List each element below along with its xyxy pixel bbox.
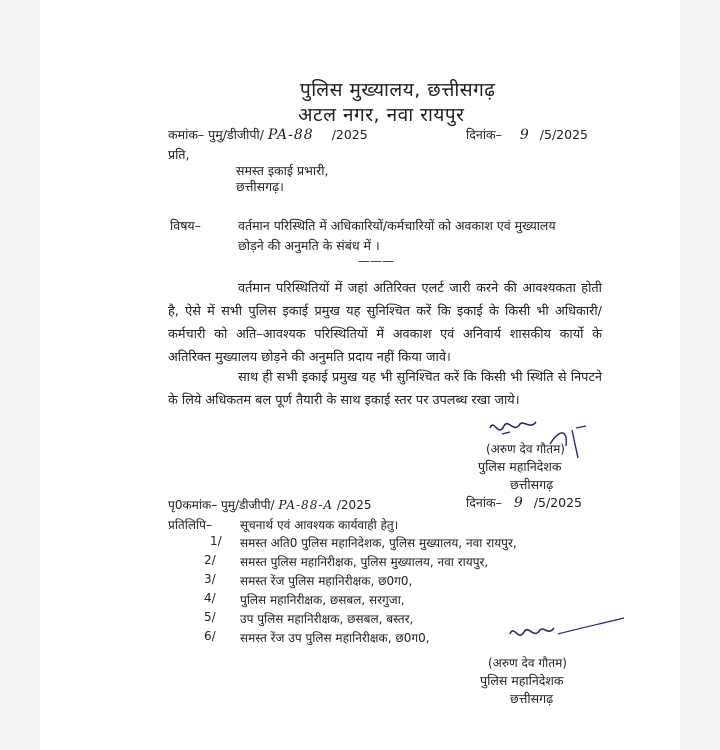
reference-2-date-label: दिनांक– bbox=[466, 495, 502, 510]
body-paragraph-1: वर्तमान परिस्थितियों में जहां अतिरिक्त एलर्ट जारी करने की आवश्यकता होती है, ऐसे में सभी पुलिस इकाई प्रमुख यह सुनिश्चित करें कि इकाई के किसी भी अधिकारी/कर्मचारी को अति–आवश्यक परिस्थितियों में अवकाश एवं अनिवार्य शासकीय कार्यो के अतिरिक्त मुख्यालय छोड़ने की अनुमति प्रदाय नहीं किया जावे। bbox=[168, 281, 602, 365]
reference-label: कमांक– पुमु/डीजीपी/ bbox=[168, 127, 264, 142]
reference-year: /2025 bbox=[331, 127, 368, 142]
reference-2-year: /2025 bbox=[336, 498, 372, 512]
copy-item-text: समस्त रेंज पुलिस महानिरीक्षक, छ0ग0, bbox=[240, 574, 413, 588]
signature-2-scribble bbox=[500, 612, 630, 652]
document-page bbox=[40, 0, 680, 750]
reference-date-label: दिनांक– bbox=[466, 127, 502, 142]
copy-item-text: उप पुलिस महानिरीक्षक, छसबल, बस्तर, bbox=[240, 612, 414, 626]
reference-date bbox=[466, 126, 588, 143]
header-line-2: अटल नगर, नवा रायपुर bbox=[298, 104, 465, 126]
reference-2-date bbox=[466, 494, 582, 511]
copy-item-number: 6/ bbox=[204, 629, 216, 643]
reference-number: PA-88 bbox=[267, 127, 314, 143]
signature-2-title: पुलिस महानिदेशक bbox=[480, 673, 564, 688]
body-paragraph-2: साथ ही सभी इकाई प्रमुख यह भी सुनिश्चित करें कि किसी भी स्थिति से निपटने के लिये अधिकतम बल पूर्ण तैयारी के साथ इकाई स्तर पर उपलब्ध रखा जाये। bbox=[168, 370, 602, 408]
signature-2-name: (अरुण देव गौतम) bbox=[488, 656, 567, 670]
signature-1-name: (अरुण देव गौतम) bbox=[486, 442, 565, 456]
reference-2-line bbox=[168, 496, 371, 513]
subject-line-2: छोड़ने की अनुमति के संबंध में । bbox=[238, 238, 380, 253]
copy-item-text: समस्त पुलिस महानिरीक्षक, पुलिस मुख्यालय, नवा रायपुर, bbox=[240, 555, 489, 569]
copy-item-number: 2/ bbox=[204, 553, 216, 567]
reference-2-number: PA-88-A bbox=[278, 498, 334, 512]
prati-label: प्रति, bbox=[168, 147, 190, 162]
reference-2-label: पृ0कमांक– पुमु/डीजीपी/ bbox=[168, 498, 275, 512]
copy-item-number: 4/ bbox=[204, 591, 216, 605]
subject-line-1: वर्तमान परिस्थिति में अधिकारियों/कर्मचारियों को अवकाश एवं मुख्यालय bbox=[238, 218, 556, 233]
reference-date-day: 9 bbox=[519, 127, 530, 143]
recipient-line-1: समस्त इकाई प्रभारी, bbox=[236, 163, 329, 178]
header-line-1: पुलिस मुख्यालय, छत्तीसगढ़ bbox=[300, 79, 496, 101]
copy-item-text: पुलिस महानिरीक्षक, छसबल, सरगुजा, bbox=[240, 593, 405, 607]
signature-1-title: पुलिस महानिदेशक bbox=[478, 459, 562, 474]
subject-label: विषय– bbox=[170, 218, 201, 233]
reference-date-rest: /5/2025 bbox=[539, 127, 588, 142]
copy-item-number: 3/ bbox=[204, 572, 216, 586]
copy-label: प्रतिलिपि– bbox=[168, 518, 212, 532]
reference-2-date-day: 9 bbox=[513, 495, 524, 511]
reference-line bbox=[168, 126, 368, 143]
copy-item-text: समस्त रेंज उप पुलिस महानिरीक्षक, छ0ग0, bbox=[240, 631, 430, 645]
copy-item-number: 5/ bbox=[204, 610, 216, 624]
signature-1-state: छत्तीसगढ़ bbox=[510, 477, 554, 492]
subject-separator: ——— bbox=[358, 254, 394, 268]
copy-item-number: 1/ bbox=[210, 534, 222, 548]
copy-item-text: समस्त अति0 पुलिस महानिदेशक, पुलिस मुख्यालय, नवा रायपुर, bbox=[240, 536, 517, 550]
reference-2-date-rest: /5/2025 bbox=[533, 495, 582, 510]
signature-2-state: छत्तीसगढ़ bbox=[510, 691, 554, 706]
recipient-line-2: छत्तीसगढ़। bbox=[236, 179, 284, 194]
copy-intro: सूचनार्थ एवं आवश्यक कार्यवाही हेतु। bbox=[240, 518, 399, 532]
